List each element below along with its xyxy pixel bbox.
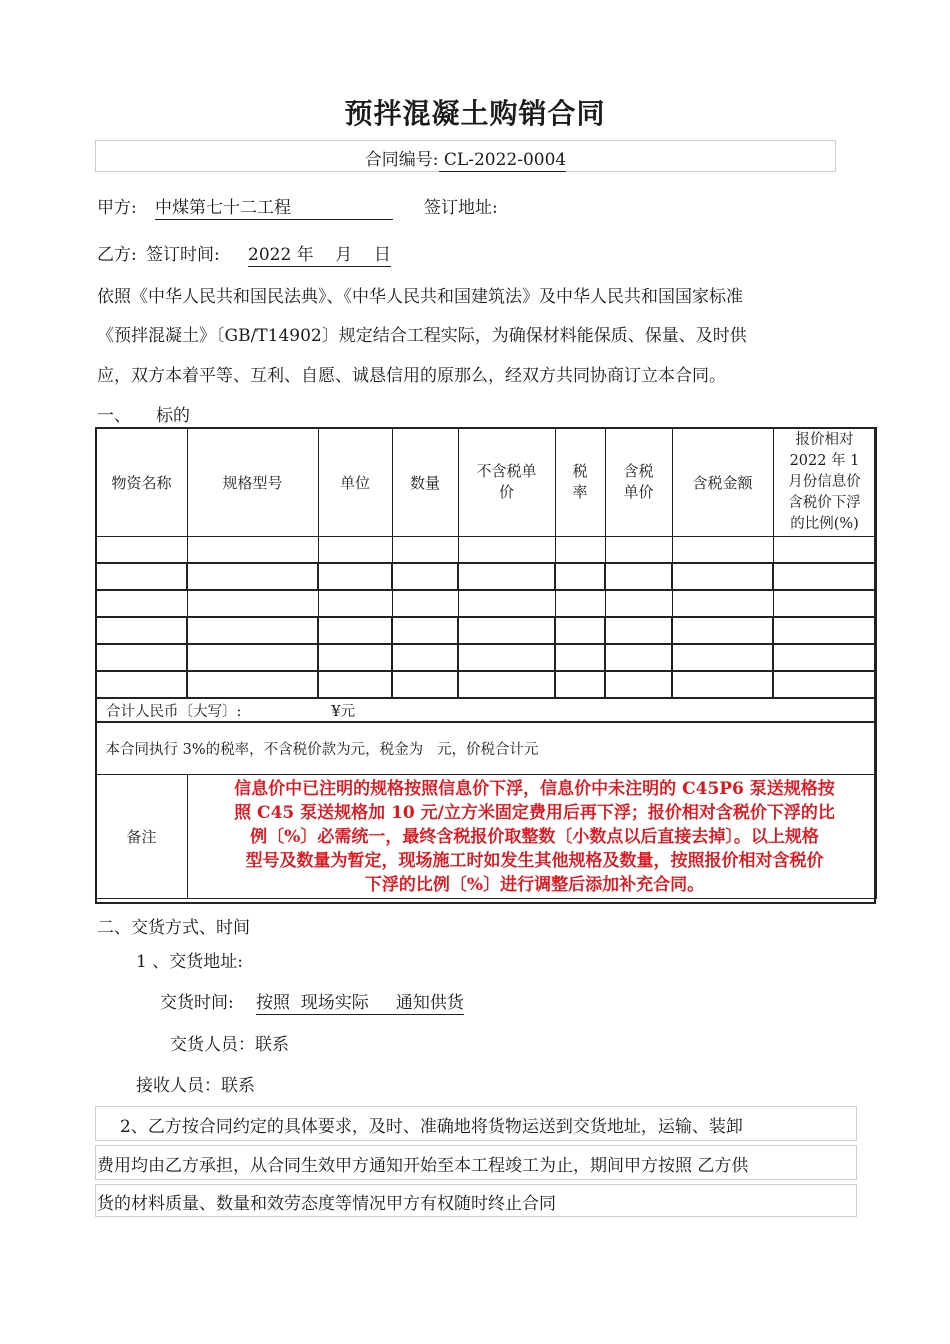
delivery-time-label: 交货时间: xyxy=(160,993,234,1013)
total-row xyxy=(96,698,876,722)
table-cell[interactable] xyxy=(672,617,773,644)
table-cell[interactable] xyxy=(318,537,392,564)
header-spec-model: 规格型号 xyxy=(187,428,318,537)
delivery-person: 交货人员：联系 xyxy=(170,1035,289,1055)
table-cell[interactable] xyxy=(187,671,318,698)
header-line: 的比例(%) xyxy=(790,515,859,532)
table-cell[interactable] xyxy=(555,563,605,590)
table-cell[interactable] xyxy=(318,644,392,671)
header-line: 含税 xyxy=(623,462,654,480)
table-cell[interactable] xyxy=(318,563,392,590)
table-cell[interactable] xyxy=(555,644,605,671)
remark-line: 例〔%〕必需统一，最终含税报价取整数〔小数点以后直接去掉〕。以上规格 xyxy=(250,826,819,847)
table-row xyxy=(96,671,876,698)
total-label: 合计人民币〔大写〕: xyxy=(106,703,242,720)
signing-address-label: 签订地址: xyxy=(424,198,498,218)
table-cell[interactable] xyxy=(555,671,605,698)
receiver-person: 接收人员：联系 xyxy=(136,1076,255,1096)
header-line: 不含税单 xyxy=(476,462,537,480)
para2-line-3: 货的材料质量、数量和效劳态度等情况甲方有权随时终止合同 xyxy=(97,1194,556,1214)
table-cell[interactable] xyxy=(392,590,458,617)
table-cell[interactable] xyxy=(392,671,458,698)
delivery-time-value: 按照 现场实际 通知供货 xyxy=(256,988,464,1015)
table-cell[interactable] xyxy=(318,617,392,644)
table-cell[interactable] xyxy=(555,617,605,644)
header-line: 含税价下浮 xyxy=(788,494,861,511)
table-cell[interactable] xyxy=(458,617,555,644)
section1-title: 标的 xyxy=(156,406,190,426)
tax-note: 本合同执行 3%的税率，不含税价款为元，税金为 元，价税合计元 xyxy=(96,722,876,775)
table-cell[interactable] xyxy=(605,563,672,590)
table-cell[interactable] xyxy=(392,617,458,644)
table-row xyxy=(96,617,876,644)
table-cell[interactable] xyxy=(605,671,672,698)
header-line: 率 xyxy=(572,483,588,501)
table-row xyxy=(96,644,876,671)
table-cell[interactable] xyxy=(458,644,555,671)
table-cell[interactable] xyxy=(96,671,187,698)
remark-label: 备注 xyxy=(96,775,187,899)
table-cell[interactable] xyxy=(773,537,876,564)
table-row xyxy=(96,563,876,590)
header-line: 税 xyxy=(572,462,588,480)
table-cell[interactable] xyxy=(773,590,876,617)
para2-line-1: 2、乙方按合同约定的具体要求，及时、准确地将货物运送到交货地址，运输、装卸 xyxy=(120,1117,743,1137)
header-unit-price-inc-tax xyxy=(605,428,672,537)
table-cell[interactable] xyxy=(555,537,605,564)
table-cell[interactable] xyxy=(458,671,555,698)
header-quantity: 数量 xyxy=(392,428,458,537)
header-line: 月份信息价 xyxy=(788,473,861,490)
table-cell[interactable] xyxy=(96,537,187,564)
table-header-row xyxy=(96,428,876,537)
table-cell[interactable] xyxy=(187,563,318,590)
header-tax-rate xyxy=(555,428,605,537)
party-a-label: 甲方: xyxy=(97,198,137,218)
remark-content xyxy=(187,775,876,899)
table-cell[interactable] xyxy=(555,590,605,617)
intro-line-2: 《预拌混凝土》〔GB/T14902〕规定结合工程实际，为确保材料能保质、保量、及时供 xyxy=(97,326,747,346)
table-cell[interactable] xyxy=(392,537,458,564)
header-unit-price-ex-tax xyxy=(458,428,555,537)
para2-line-2: 费用均由乙方承担，从合同生效甲方通知开始至本工程竣工为止，期间甲方按照 乙方供 xyxy=(97,1156,749,1176)
remark-line: 下浮的比例〔%〕进行调整后添加补充合同。 xyxy=(364,874,705,895)
party-a-value: 中煤第七十二工程 xyxy=(155,193,393,220)
table-cell[interactable] xyxy=(672,671,773,698)
intro-line-1: 依照《中华人民共和国民法典》、《中华人民共和国建筑法》及中华人民共和国国家标准 xyxy=(97,287,743,307)
table-cell[interactable] xyxy=(672,644,773,671)
table-cell[interactable] xyxy=(672,537,773,564)
table-cell[interactable] xyxy=(672,563,773,590)
table-cell[interactable] xyxy=(187,617,318,644)
table-cell[interactable] xyxy=(773,563,876,590)
header-discount-ratio xyxy=(773,428,876,537)
table-cell[interactable] xyxy=(773,671,876,698)
table-cell[interactable] xyxy=(392,563,458,590)
table-cell[interactable] xyxy=(605,590,672,617)
header-line: 价 xyxy=(498,483,514,501)
header-amount-inc-tax: 含税金额 xyxy=(672,428,773,537)
table-cell[interactable] xyxy=(96,644,187,671)
delivery-address-label: 1 、交货地址: xyxy=(136,952,243,972)
contract-no xyxy=(95,145,836,170)
table-cell[interactable] xyxy=(318,671,392,698)
table-cell[interactable] xyxy=(605,537,672,564)
table-cell[interactable] xyxy=(96,617,187,644)
table-cell[interactable] xyxy=(458,590,555,617)
table-cell[interactable] xyxy=(672,590,773,617)
total-symbol: ¥元 xyxy=(331,703,356,720)
table-cell[interactable] xyxy=(318,590,392,617)
goods-table xyxy=(95,427,877,899)
section2-title: 二、交货方式、时间 xyxy=(97,918,250,938)
remark-line: 照 C45 泵送规格加 10 元/立方米固定费用后再下浮；报价相对含税价下浮的比 xyxy=(234,802,835,823)
table-cell[interactable] xyxy=(605,644,672,671)
remark-row xyxy=(96,775,876,899)
signing-date-value: 2022 年 月 日 xyxy=(248,240,391,267)
table-cell[interactable] xyxy=(187,537,318,564)
table-cell[interactable] xyxy=(458,537,555,564)
page-title: 预拌混凝土购销合同 xyxy=(344,97,606,130)
header-line: 单价 xyxy=(623,483,654,501)
table-cell[interactable] xyxy=(96,590,187,617)
table-row xyxy=(96,590,876,617)
total-cell xyxy=(96,698,876,722)
table-cell[interactable] xyxy=(392,644,458,671)
header-material-name: 物资名称 xyxy=(96,428,187,537)
table-cell[interactable] xyxy=(187,644,318,671)
header-line: 2022 年 1 xyxy=(789,452,860,469)
section1-number: 一、 xyxy=(97,406,131,426)
table-cell[interactable] xyxy=(96,563,187,590)
remark-line: 型号及数量为暂定，现场施工时如发生其他规格及数量，按照报价相对含税价 xyxy=(245,850,824,871)
table-row xyxy=(96,537,876,564)
table-cell[interactable] xyxy=(187,590,318,617)
table-cell[interactable] xyxy=(773,617,876,644)
signing-date-label: 签订时间: xyxy=(146,245,220,265)
intro-line-3: 应，双方本着平等、互利、自愿、诚恳信用的原那么，经双方共同协商订立本合同。 xyxy=(97,366,726,386)
party-b-label: 乙方: xyxy=(97,245,137,265)
table-cell[interactable] xyxy=(458,563,555,590)
tax-note-row xyxy=(96,722,876,775)
header-line: 报价相对 xyxy=(795,431,854,448)
table-cell[interactable] xyxy=(605,617,672,644)
remark-line: 信息价中已注明的规格按照信息价下浮，信息价中未注明的 C45P6 泵送规格按 xyxy=(234,778,835,799)
contract-no-label: 合同编号: xyxy=(364,150,439,170)
contract-no-value: CL-2022-0004 xyxy=(438,150,567,170)
header-unit: 单位 xyxy=(318,428,392,537)
table-cell[interactable] xyxy=(773,644,876,671)
